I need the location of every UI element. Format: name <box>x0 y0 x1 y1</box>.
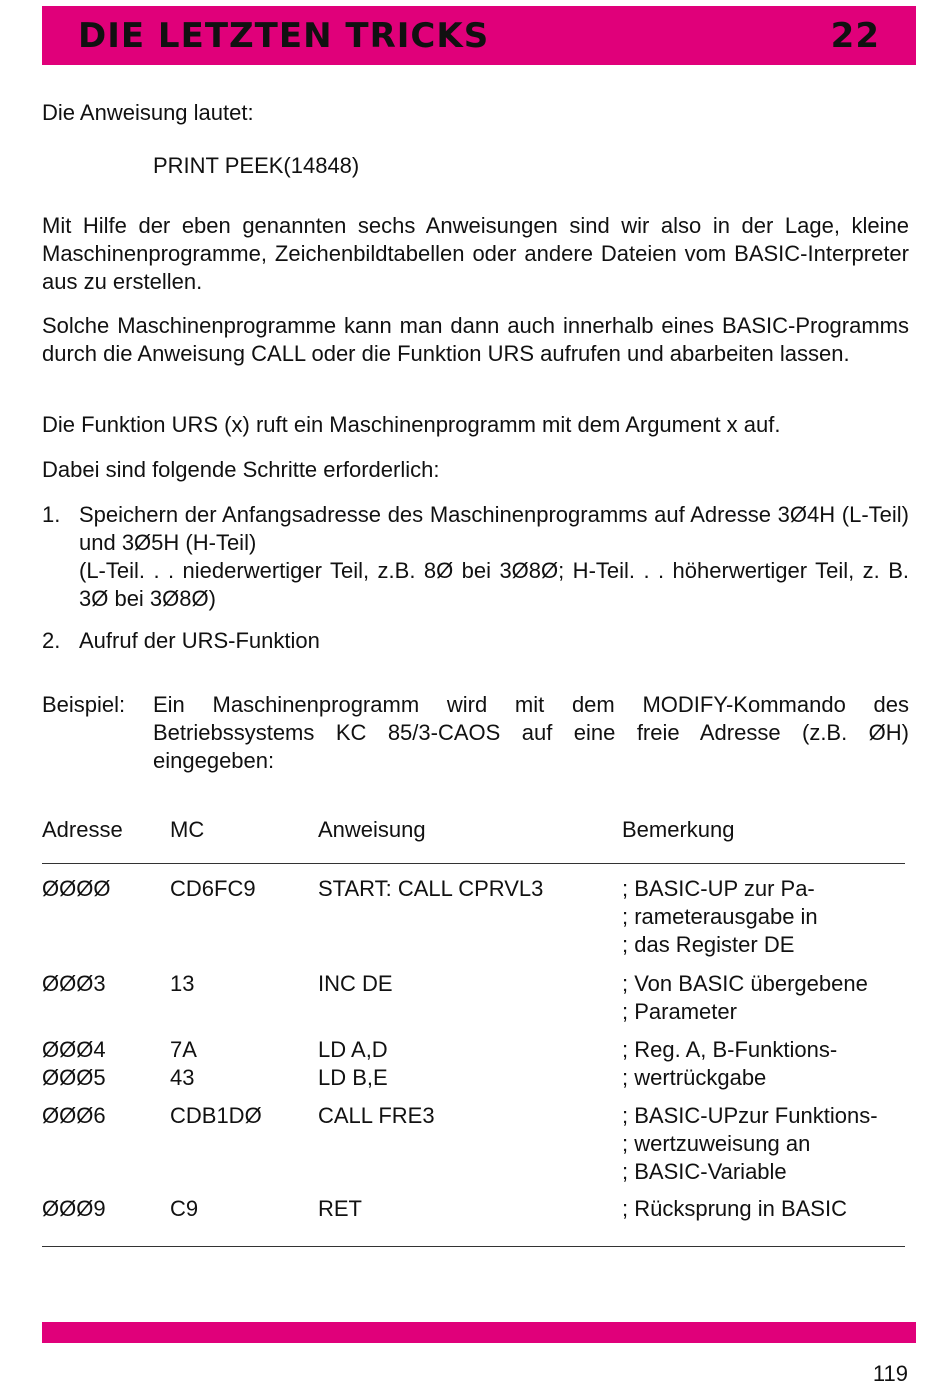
row-address: ØØØ3 <box>42 971 106 996</box>
row-instruction: START: CALL CPRVL3 <box>318 876 544 901</box>
row-remark <box>622 970 868 1026</box>
row-remark <box>622 1064 766 1092</box>
remark-line: ; rameterausgabe in <box>622 904 818 929</box>
footer-bar <box>42 1322 916 1343</box>
remark-line: ; Reg. A, B-Funktions- <box>622 1037 838 1062</box>
row-remark <box>622 1036 837 1064</box>
row-mc: C9 <box>170 1196 199 1221</box>
step-text: Speichern der Anfangsadresse des Maschinenprogramms auf Adresse 3Ø4H (L-Teil) und 3Ø5H (H-Teil) <box>79 502 909 555</box>
row-instruction: LD A,D <box>318 1037 388 1062</box>
step-number: 1. <box>42 502 61 527</box>
row-remark <box>622 1102 878 1186</box>
table-top-rule <box>42 863 905 864</box>
chapter-title: DIE LETZTEN TRICKS <box>78 15 490 56</box>
remark-line: ; wertrückgabe <box>622 1065 767 1090</box>
row-mc: CDB1DØ <box>170 1103 262 1128</box>
example-label: Beispiel: <box>42 692 126 717</box>
remark-line: ; BASIC-UP zur Pa- <box>622 876 815 901</box>
chapter-number: 22 <box>830 15 880 56</box>
row-mc: 43 <box>170 1065 195 1090</box>
remark-line: ; Von BASIC übergebene <box>622 971 868 996</box>
row-remark <box>622 1195 847 1223</box>
row-instruction: CALL FRE3 <box>318 1103 435 1128</box>
row-mc: CD6FC9 <box>170 876 256 901</box>
paragraph-3: Die Funktion URS (x) ruft ein Maschinenprogramm mit dem Argument x auf. <box>42 412 781 437</box>
intro-text: Die Anweisung lautet: <box>42 100 254 125</box>
row-address: ØØØ9 <box>42 1196 106 1221</box>
remark-line: ; Parameter <box>622 999 737 1024</box>
remark-line: ; BASIC-Variable <box>622 1159 787 1184</box>
row-address: ØØØØ <box>42 876 111 901</box>
row-remark <box>622 875 818 959</box>
row-address: ØØØ5 <box>42 1065 106 1090</box>
row-address: ØØØ4 <box>42 1037 106 1062</box>
row-mc: 13 <box>170 971 195 996</box>
paragraph-4: Dabei sind folgende Schritte erforderlich: <box>42 457 440 482</box>
header-instruction: Anweisung <box>318 817 426 842</box>
code-statement: PRINT PEEK(14848) <box>153 153 360 178</box>
paragraph-1: Mit Hilfe der eben genannten sechs Anweisungen sind wir also in der Lage, kleine Maschinenprogramme, Zeichenbildtabellen oder andere Dateien vom BASIC-Interpreter aus zu erstellen. <box>42 213 909 294</box>
table-bottom-rule <box>42 1246 905 1247</box>
row-address: ØØØ6 <box>42 1103 106 1128</box>
remark-line: ; Rücksprung in BASIC <box>622 1196 847 1221</box>
chapter-header-bar <box>42 6 916 65</box>
remark-line: ; BASIC-UPzur Funktions- <box>622 1103 878 1128</box>
step-text: Aufruf der URS-Funktion <box>79 628 320 653</box>
step-number: 2. <box>42 628 61 653</box>
remark-line: ; das Register DE <box>622 932 795 957</box>
row-instruction: INC DE <box>318 971 393 996</box>
example-text: Ein Maschinenprogramm wird mit dem MODIFY-Kommando des Betriebssystems KC 85/3-CAOS auf eine freie Adresse (z.B. ØH) eingegeben: <box>153 692 909 773</box>
remark-line: ; wertzuweisung an <box>622 1131 811 1156</box>
page-number: 119 <box>872 1361 908 1386</box>
header-remark: Bemerkung <box>622 817 735 842</box>
header-mc: MC <box>170 817 205 842</box>
step-detail: (L-Teil. . . niederwertiger Teil, z.B. 8Ø bei 3Ø8Ø; H-Teil. . . höherwertiger Teil, z. B. 3Ø bei 3Ø8Ø) <box>79 558 909 611</box>
row-instruction: LD B,E <box>318 1065 388 1090</box>
row-mc: 7A <box>170 1037 197 1062</box>
paragraph-2: Solche Maschinenprogramme kann man dann auch innerhalb eines BASIC-Programms durch die Anweisung CALL oder die Funktion URS aufrufen und abarbeiten lassen. <box>42 313 909 366</box>
header-address: Adresse <box>42 817 123 842</box>
row-instruction: RET <box>318 1196 362 1221</box>
